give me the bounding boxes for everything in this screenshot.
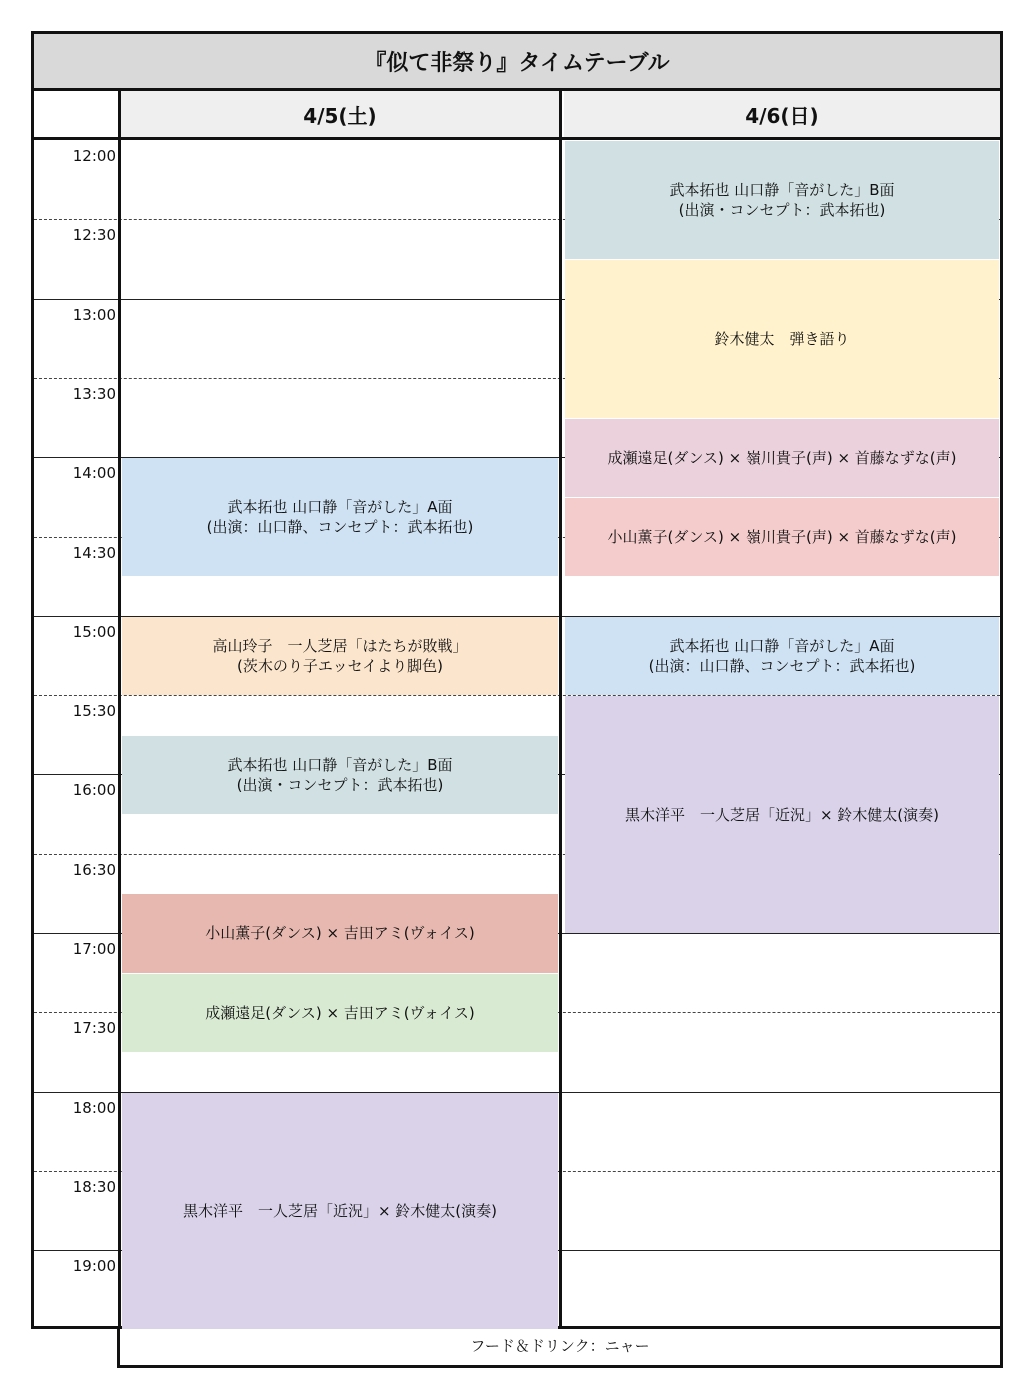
time-label: 16:00 — [72, 781, 116, 800]
footer-note: フード＆ドリンク：ニャー — [117, 1326, 1003, 1368]
event-text: (茨木のり子エッセイより脚色) — [237, 656, 443, 675]
event-block — [122, 736, 558, 814]
event-block — [122, 974, 558, 1052]
event-text: (出演・コンセプト：武本拓也) — [236, 775, 444, 794]
time-label: 14:30 — [72, 543, 116, 562]
event-block — [565, 498, 999, 576]
event-text: 小山薫子(ダンス) × 嶺川貴子(声) × 首藤なずな(声) — [607, 527, 957, 546]
page-title: 『似て非祭り』タイムテーブル — [34, 34, 1000, 91]
time-label: 12:30 — [72, 226, 116, 245]
event-text: (出演：山口静、コンセプト：武本拓也) — [206, 518, 474, 537]
time-label: 18:00 — [72, 1098, 116, 1117]
time-label: 15:30 — [72, 702, 116, 721]
time-label: 13:30 — [72, 384, 116, 403]
day-column-divider — [559, 91, 562, 1329]
time-label: 19:00 — [72, 1257, 116, 1276]
event-text: 武本拓也 山口静「音がした」A面 — [669, 636, 895, 655]
time-label: 18:30 — [72, 1177, 116, 1196]
event-block — [122, 617, 558, 695]
event-text: 小山薫子(ダンス) × 吉田アミ(ヴォイス) — [205, 924, 475, 943]
event-block — [565, 260, 999, 418]
time-label: 17:00 — [72, 940, 116, 958]
event-text: 高山玲子 一人芝居「はたちが敗戦」 — [212, 636, 468, 655]
time-label: 14:00 — [72, 464, 116, 483]
time-label: 12:00 — [72, 147, 116, 165]
time-label: 13:00 — [72, 305, 116, 324]
event-block — [565, 141, 999, 259]
event-block — [122, 458, 558, 576]
event-text: 武本拓也 山口静「音がした」B面 — [669, 180, 895, 199]
event-text: 黒木洋平 一人芝居「近況」× 鈴木健太(演奏) — [182, 1202, 498, 1221]
event-text: 成瀬遠足(ダンス) × 吉田アミ(ヴォイス) — [205, 1003, 475, 1022]
event-block — [122, 894, 558, 972]
time-label: 17:30 — [72, 1019, 116, 1038]
event-text: (出演：山口静、コンセプト：武本拓也) — [648, 656, 916, 675]
time-label: 16:30 — [72, 860, 116, 879]
day-header-row — [34, 91, 1000, 140]
day-header-sun: 4/6(日) — [564, 91, 1000, 137]
event-block — [565, 696, 999, 933]
event-block — [565, 617, 999, 695]
event-text: 武本拓也 山口静「音がした」B面 — [227, 755, 453, 774]
timetable — [31, 31, 1003, 1329]
event-block — [122, 1093, 558, 1330]
event-text: 鈴木健太 弾き語り — [714, 329, 850, 348]
time-label: 15:00 — [72, 622, 116, 641]
day-header-sat: 4/5(土) — [121, 91, 559, 137]
event-block — [565, 419, 999, 497]
time-column-divider — [118, 91, 121, 1329]
event-text: 黒木洋平 一人芝居「近況」× 鈴木健太(演奏) — [624, 805, 940, 824]
event-text: 成瀬遠足(ダンス) × 嶺川貴子(声) × 首藤なずな(声) — [607, 448, 957, 467]
event-text: 武本拓也 山口静「音がした」A面 — [227, 498, 453, 517]
event-text: (出演・コンセプト：武本拓也) — [678, 200, 886, 219]
